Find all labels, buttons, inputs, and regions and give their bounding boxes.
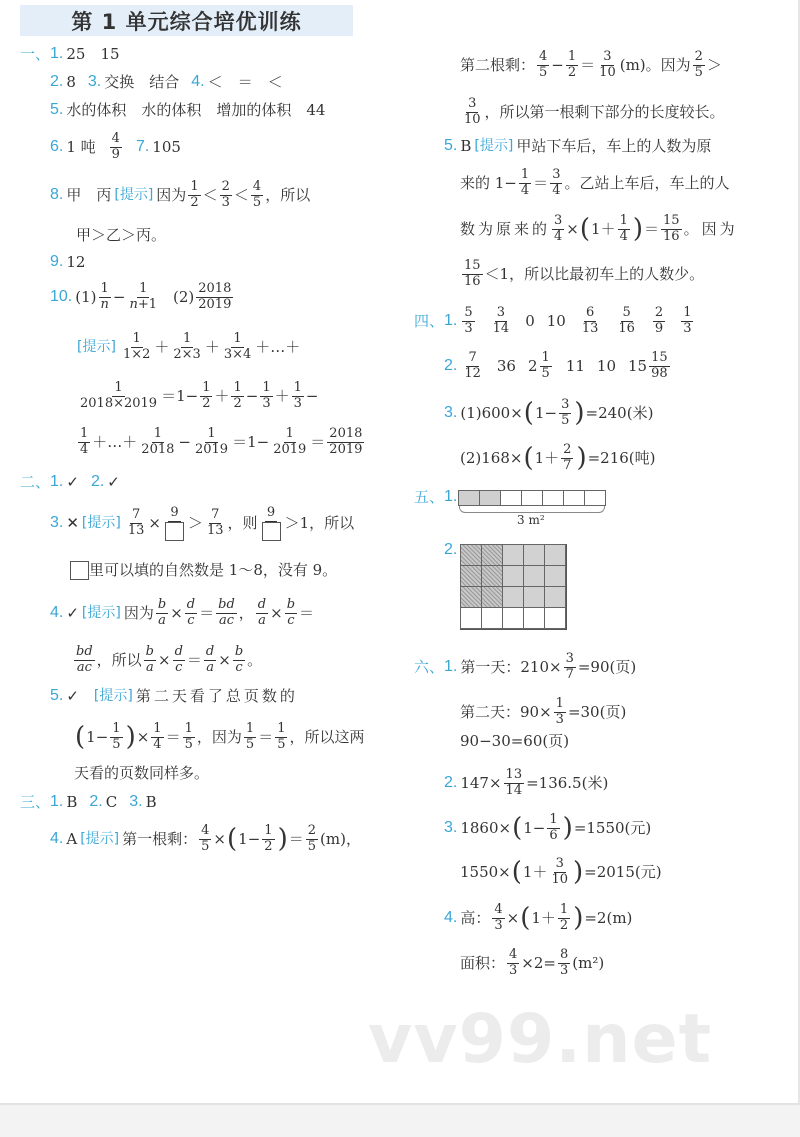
item-number: 1. [444,488,458,505]
s3-item-4-line3: $\frac{3}{10}$ ，所以第一根剩下部分的长度较长。 [464,96,725,127]
answer-text: ✓ [66,603,79,622]
text: 1550× [460,862,511,881]
answer-text: ✓ [66,686,79,705]
item-number: 1. [444,312,458,330]
s3-item-4: 4. A [提示] 第一根剩： $\frac{4}{5}$ × ( 1− $\frac{1}{2}$ ) ＝ $\frac{2}{5}$ (m)， [50,823,361,855]
text: ，所以 [96,650,142,669]
hint-tag: [提示] [114,187,154,204]
item-number: 3. [444,819,458,837]
s1-items-2-4 [50,74,283,90]
s1-item-10: 10. (1) $\frac{1}{n}$ − $\frac{1}{n+1}$ (2) $\frac{2018}{2019}$ [50,281,232,312]
item-number: 2. [89,793,103,810]
item-number: 1. [50,45,64,62]
s1-item-1 [20,46,120,62]
s4-item-1: 四、 1. $\frac{5}{3}$ $\frac{3}{14}$ 0 10 $\frac{6}{13}$ $\frac{5}{16}$ $\frac{2}{9}$ $\frac{1}{3}$ [414,305,692,336]
answer-text: 交换 结合 [104,72,180,91]
item-number: 5. [50,101,64,118]
item-number: 2. [444,774,458,792]
s1-item-10-hint-line2: $\frac{1}{2018\times 2019}$ ＝1− $\frac{1}{2}$ ＋ $\frac{1}{2}$ − $\frac{1}{3}$ ＋ $\frac{1}{3}$ − [80,380,319,411]
s3-items-1-3 [20,794,157,810]
text: 里可以填的自然数是 1～8，没有 9。 [89,561,338,579]
s4-item-3-line2: (2)168× ( 1＋ $\frac{2}{7}$ ) =216(吨) [460,442,656,474]
answer-text: C [105,792,118,811]
text: (1)600× [460,403,523,422]
answer-text: 12 [66,252,86,271]
answer-text: ✓ [66,472,79,491]
text: ，所以第一根剩下部分的长度较长。 [484,102,725,121]
answer-text: A [66,829,78,848]
item-number: 10. [50,288,73,306]
s2-item-4: 4. ✓ [提示] 因为 $\frac{b}{a}$ × $\frac{d}{c}$ ＝ $\frac{bd}{ac}$ ， $\frac{d}{a}$ × $\frac{b}{c}$ ＝ [50,597,315,628]
text: =90(页) [577,657,637,676]
s1-item-9 [50,254,85,270]
s1-item-5 [50,102,325,118]
s1-item-8: 8. 甲 丙 [提示] 因为 $\frac{1}{2}$ ＜ $\frac{2}{3}$ ＜ $\frac{4}{5}$ ，所以 [50,179,311,210]
title-band [20,5,353,36]
answer-text: 105 [152,137,181,156]
item-number: 3. [50,514,64,532]
s2-item-3: 3. ✕ [提示] $\frac{7}{13}$ × 9 ＞ $\frac{7}{13}$ ，则 9 ＞1 ，所以 [50,506,354,541]
item-number: 2. [50,73,64,90]
s6-item-3-line2: 1550× ( 1＋ $\frac{3}{10}$ ) =2015(元) [460,856,662,888]
text: 第一天：210× [460,657,562,676]
blank-box [262,522,281,541]
text: ，所以这两 [289,727,365,746]
answer-text: 水的体积 水的体积 增加的体积 44 [66,100,326,119]
s3-item-5-line3: 数为原来的 $\frac{3}{4}$ × ( 1＋ $\frac{1}{4}$ ) ＝ $\frac{15}{16}$ 。因为 [460,213,738,245]
s4-item-3: 3. (1)600× ( 1− $\frac{3}{5}$ ) =240(米) [444,397,654,429]
answer-text: ✕ [66,513,79,532]
s1-items-6-7 [50,132,181,163]
text: (2)168× [460,448,523,467]
item-number: 2. [444,357,458,375]
text: 第二天：90× [460,702,552,721]
text: 。因为 [683,219,738,238]
item-number: 3. [87,73,102,90]
text: 天看的页数同样多。 [74,764,210,782]
s6-item-1-line3 [460,734,569,749]
answer-text: ✓ [107,472,120,491]
text: =240(米) [585,403,654,422]
watermark: vv99.net [368,1000,713,1079]
text: ，所以 [309,513,355,532]
item-number: 1. [444,658,458,676]
answer-text: ＜ ＝ ＜ [207,72,283,91]
text: =216(吨) [587,448,656,467]
s5-item-1-label [414,489,460,505]
text: 因为 [156,185,187,204]
item-number: 4. [191,73,205,90]
fraction: $\frac{4}{9}$ [111,131,120,162]
item-number: 2. [444,541,458,558]
text: ×2= [521,953,556,972]
text: 。乙站上车后，车上的人 [564,173,730,192]
s5-item-2-label [444,542,460,558]
s2-item-5-line2: ( 1− $\frac{1}{5}$ ) × $\frac{1}{4}$ ＝ $\frac{1}{5}$ ， 因为 $\frac{1}{5}$ ＝ $\frac{1}{5}$ ，所以这两 [75,721,365,753]
item-number: 9. [50,253,64,270]
text: 90−30=60(页) [460,732,570,750]
section-label: 三、 [20,792,51,811]
s6-item-4: 4. 高： $\frac{4}{3}$ × ( 1＋ $\frac{1}{2}$ ) =2(m) [444,902,633,934]
text: =30(页) [567,702,627,721]
hint-tag: [提示] [93,688,133,704]
hint-tag: [提示] [77,339,116,356]
text: 数为原来的 [460,219,551,238]
text: 面积： [460,953,506,972]
text: ，所以 [265,185,311,204]
s3-item-5-line4: $\frac{15}{16}$ ＜1，所以比最初车上的人数少。 [464,258,705,289]
hint-tag: [提示] [80,831,120,848]
item-number: 7. [135,138,150,156]
item-number: 4. [50,830,64,848]
answer-text: B [66,792,78,811]
s2-items-1-2 [20,474,120,490]
s1-item-10-hint-line1: [提示] $\frac{1}{1\times 2}$ ＋ $\frac{1}{2\times 3}$ ＋ $\frac{1}{3\times 4}$ ＋…＋ [77,331,301,362]
text: 第二天看了总页数的 [135,686,298,705]
hint-tag: [提示] [81,605,121,622]
section-label: 六、 [414,657,445,676]
page-title: 第 1 单元综合培优训练 [71,9,302,34]
section-label: 四、 [414,311,445,330]
answer-text: 甲 丙 [66,185,112,204]
s4-item-2: 2. $\frac{7}{12}$ 36 2 $\frac{1}{5}$ 11 10 15 $\frac{15}{98}$ [444,350,668,381]
text: 因为 [123,603,154,622]
item-number: 4. [444,909,458,927]
section-label: 一、 [20,44,51,63]
blank-box [70,561,89,580]
bar-label: 3 m² [517,513,545,527]
section-label: 二、 [20,472,51,491]
s3-item-5-line2: 来的 1− $\frac{1}{4}$ ＝ $\frac{3}{4}$ 。乙站上车后，车上的人 [460,167,730,198]
blank-box [165,522,184,541]
item-number: 3. [129,793,143,810]
item-number: 5. [50,687,64,704]
text: 147× [460,773,502,792]
item-number: 3. [444,404,458,422]
s6-item-1: 六、 1. 第一天：210× $\frac{3}{7}$ =90(页) [414,651,637,682]
s6-item-2: 2. 147× $\frac{13}{14}$ =136.5(米) [444,767,609,798]
s1-item-10-hint-line3: $\frac{1}{4}$ ＋…＋ $\frac{1}{2018}$ − $\frac{1}{2019}$ ＝1− $\frac{1}{2019}$ ＝ $\frac{2018}{2019}$ [80,426,363,457]
bottom-scrollbar[interactable] [0,1103,800,1137]
text: 高： [460,908,491,927]
item-number: 1. [50,793,64,810]
s6-item-1-line2: 第二天：90× $\frac{1}{3}$ =30(页) [460,696,627,727]
item-number: 8. [50,186,64,204]
text: =1550(元) [573,818,652,837]
text: ＜1，所以比最初车上的人数少。 [484,264,705,283]
s2-item-3-line2 [70,561,337,580]
text: =2015(元) [584,862,662,881]
section-label: 五、 [414,487,445,506]
s3-item-4-line2: 第二根剩： $\frac{4}{5}$ − $\frac{1}{2}$ ＝ $\frac{3}{10}$ (m)。因为 $\frac{2}{5}$ ＞ [460,49,722,80]
s2-item-5-line3 [74,766,209,781]
text: =2(m) [584,908,633,927]
text: 甲＞乙＞丙。 [76,226,167,244]
s1-item-8-line2 [76,228,166,243]
text: 来的 1− [460,173,517,192]
item-number: 1. [50,473,64,490]
item-number: 5. [444,137,458,154]
item-number: 4. [50,604,64,622]
text: 因为 [211,727,242,746]
hint-tag: [提示] [474,138,514,154]
item-number: 6. [50,138,64,156]
answer-text: 8 [66,72,76,91]
text: 1860× [460,818,512,837]
s6-item-4-line2: 面积： $\frac{4}{3}$ ×2= $\frac{8}{3}$ (m²) [460,947,605,978]
text: (m)。因为 [619,55,691,74]
text: 第一根剩： [122,829,198,848]
grid-diagram [460,544,567,630]
s2-item-5 [50,688,298,704]
answer-text: B [145,792,157,811]
bar-diagram [459,490,606,506]
text: 第二根剩： [460,55,536,74]
text: (m²) [572,953,605,972]
text: 甲站下车后，车上的人数为原 [516,136,712,155]
s2-item-4-line2: $\frac{bd}{ac}$ ，所以 $\frac{b}{a}$ × $\frac{d}{c}$ ＝ $\frac{d}{a}$ × $\frac{b}{c}$ 。 [76,644,263,675]
brace-icon [459,506,605,513]
s6-item-3: 3. 1860× ( 1− $\frac{1}{6}$ ) =1550(元) [444,812,652,844]
item-number: 2. [90,473,105,490]
answer-text: B [460,136,472,155]
hint-tag: [提示] [81,515,121,532]
text: ，则 [227,513,258,532]
answer-text: 1 吨 [66,137,96,156]
s3-item-5 [444,138,711,154]
text: =136.5(米) [526,773,609,792]
answer-text: 25 15 [66,44,120,63]
